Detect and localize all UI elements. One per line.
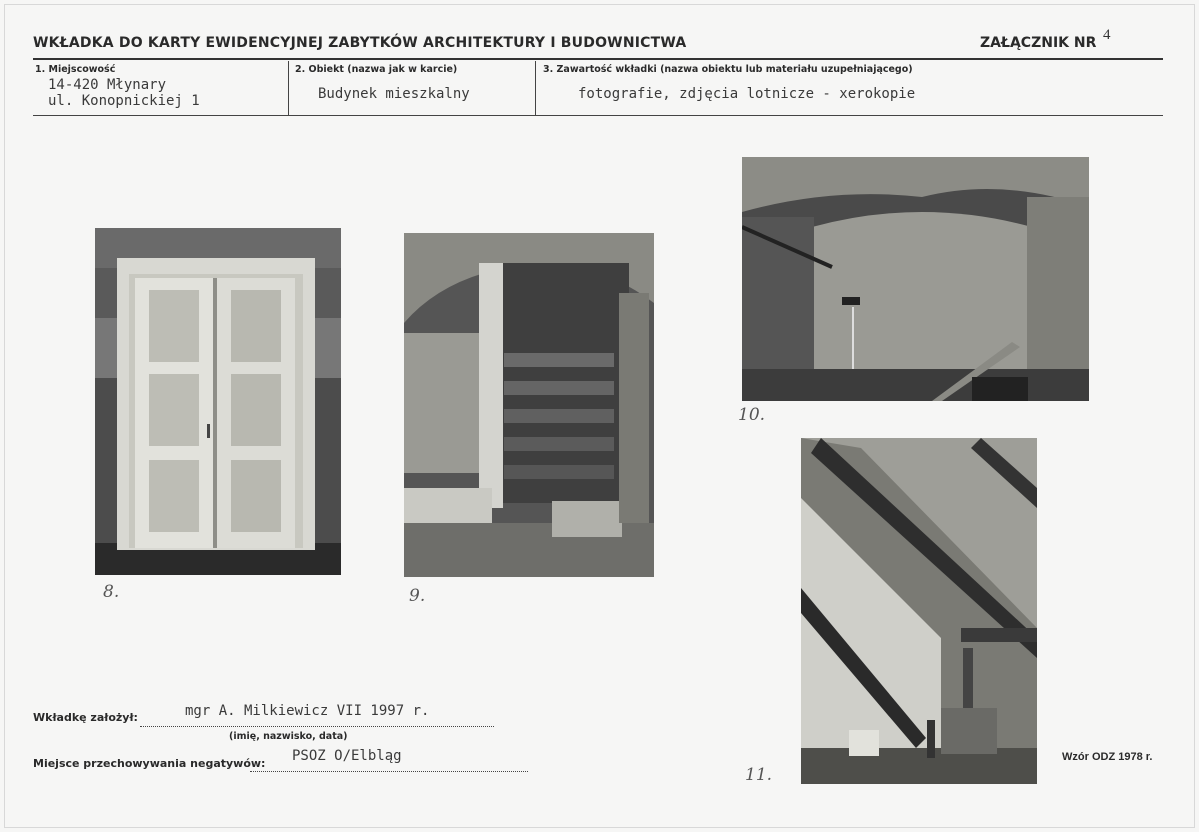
attachment-label: ZAŁĄCZNIK NR [980,35,1097,51]
negatives-location-line [250,771,528,772]
negatives-location-value: PSOZ O/Elbląg [292,748,402,764]
locality-line2: ul. Konopnickiej 1 [48,93,200,109]
field-divider [288,61,289,115]
locality-label: 1. Miejscowość [35,64,116,75]
fields-rule [33,115,1163,116]
object-value: Budynek mieszkalny [318,86,470,102]
content-value: fotografie, zdjęcia lotnicze - xerokopie [578,86,916,102]
object-label: 2. Obiekt (nazwa jak w karcie) [295,64,458,75]
photo-number: 10. [738,405,766,425]
photo-number: 9. [409,586,426,606]
created-by-line [140,726,494,727]
photo-door [95,228,341,575]
photo-vaulted-cellar [742,157,1089,401]
form-template-id: Wzór ODZ 1978 r. [1062,751,1153,763]
created-by-value: mgr A. Milkiewicz VII 1997 r. [185,703,430,719]
attachment-number: 4 [1103,27,1111,43]
header-rule [33,58,1163,60]
created-by-hint: (imię, nazwisko, data) [229,731,348,742]
photo-number: 8. [103,582,120,602]
photo-number: 11. [745,765,773,785]
photo-attic-beams [801,438,1037,784]
field-divider [535,61,536,115]
created-by-label: Wkładkę założył: [33,711,138,724]
locality-line1: 14-420 Młynary [48,77,167,93]
content-label: 3. Zawartość wkładki (nazwa obiektu lub materiału uzupełniającego) [543,64,913,75]
photo-cellar-stairs [404,233,654,577]
negatives-location-label: Miejsce przechowywania negatywów: [33,757,266,770]
form-title: WKŁADKA DO KARTY EWIDENCYJNEJ ZABYTKÓW ARCHITEKTURY I BUDOWNICTWA [33,35,687,51]
